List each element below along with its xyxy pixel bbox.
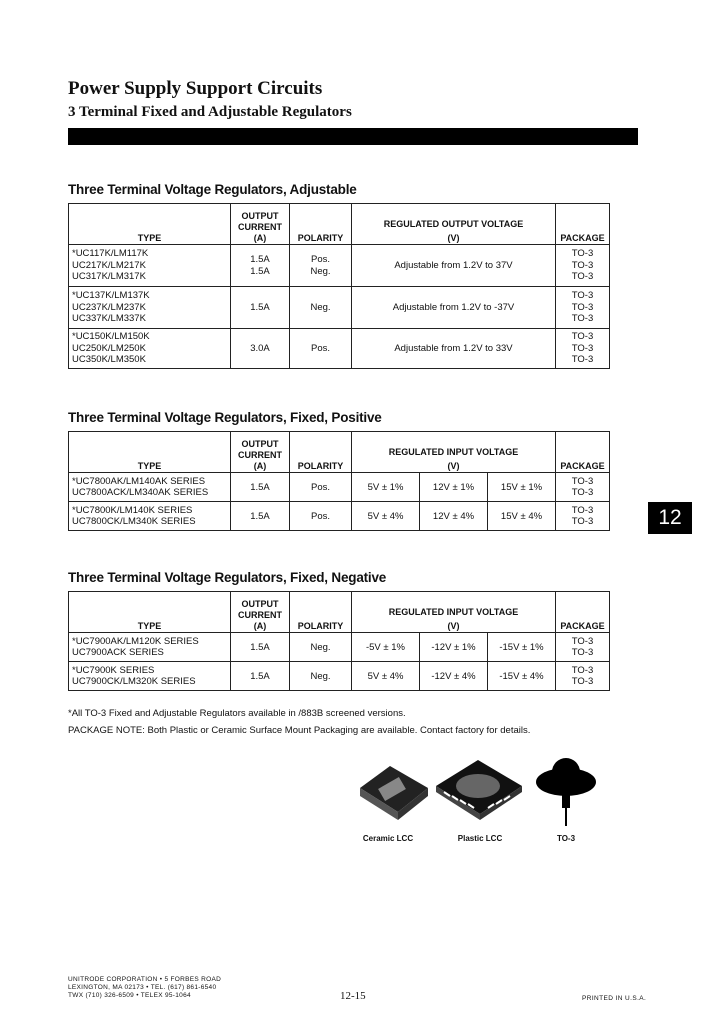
company-address: UNITRODE CORPORATION • 5 FORBES ROAD LEXINGTON, MA 02173 • TEL. (617) 861-6540 TWX (710) 326-6509 • TELEX 95-1064 xyxy=(68,976,222,999)
page-subtitle: 3 Terminal Fixed and Adjustable Regulators xyxy=(68,104,352,120)
adjustable-heading: Three Terminal Voltage Regulators, Adjustable xyxy=(68,182,357,197)
printed-in: PRINTED IN U.S.A. xyxy=(582,995,647,1002)
voltage-12v: -12V ± 4% xyxy=(420,662,488,691)
col-package: PACKAGE xyxy=(556,204,610,245)
voltage-value: Adjustable from 1.2V to 37V xyxy=(352,245,556,287)
col-polarity: POLARITY xyxy=(290,592,352,633)
positive-table xyxy=(68,431,610,531)
positive-heading: Three Terminal Voltage Regulators, Fixed, Positive xyxy=(68,410,382,425)
col-polarity: POLARITY xyxy=(290,432,352,473)
voltage-value: Adjustable from 1.2V to -37V xyxy=(352,287,556,329)
col-type: TYPE xyxy=(69,204,231,245)
voltage-15v: -15V ± 1% xyxy=(488,633,556,662)
package-list: TO-3 TO-3 TO-3 xyxy=(556,287,610,329)
package-list: TO-3 TO-3 xyxy=(556,502,610,531)
col-type: TYPE xyxy=(69,432,231,473)
col-package: PACKAGE xyxy=(556,432,610,473)
col-package: PACKAGE xyxy=(556,592,610,633)
voltage-12v: 12V ± 1% xyxy=(420,473,488,502)
page-title: Power Supply Support Circuits xyxy=(68,78,323,99)
voltage-value: Adjustable from 1.2V to 33V xyxy=(352,329,556,369)
to3-package-icon xyxy=(536,758,596,826)
current-value: 3.0A xyxy=(231,329,290,369)
negative-table xyxy=(68,591,610,691)
footnote: *All TO-3 Fixed and Adjustable Regulators available in /883B screened versions. xyxy=(68,708,406,719)
type-list: *UC137K/LM137K UC237K/LM237K UC337K/LM337K xyxy=(69,287,231,329)
type-list: *UC150K/LM150K UC250K/LM250K UC350K/LM350K xyxy=(69,329,231,369)
current-value: 1.5A xyxy=(231,502,290,531)
table-row xyxy=(69,502,610,531)
negative-heading: Three Terminal Voltage Regulators, Fixed, Negative xyxy=(68,570,387,585)
polarity-value: Neg. xyxy=(290,287,352,329)
current-value: 1.5A xyxy=(231,473,290,502)
plastic-lcc-caption: Plastic LCC xyxy=(457,834,503,843)
package-list: TO-3 TO-3 xyxy=(556,473,610,502)
current-value: 1.5A xyxy=(231,633,290,662)
page-number: 12-15 xyxy=(340,990,366,1002)
package-note: PACKAGE NOTE: Both Plastic or Ceramic Surface Mount Packaging are available. Contact factory for details. xyxy=(68,725,531,736)
col-voltage: REGULATED INPUT VOLTAGE (V) xyxy=(352,432,556,473)
col-current: OUTPUT CURRENT (A) xyxy=(231,432,290,473)
type-list: *UC7900K SERIES UC7900CK/LM320K SERIES xyxy=(69,662,231,691)
voltage-15v: 15V ± 1% xyxy=(488,473,556,502)
col-current: OUTPUT CURRENT (A) xyxy=(231,592,290,633)
to3-caption: TO-3 xyxy=(556,834,576,843)
voltage-12v: 12V ± 4% xyxy=(420,502,488,531)
table-row xyxy=(69,287,610,329)
col-voltage: REGULATED INPUT VOLTAGE (V) xyxy=(352,592,556,633)
package-list: TO-3 TO-3 xyxy=(556,662,610,691)
col-polarity: POLARITY xyxy=(290,204,352,245)
polarity-value: Pos. xyxy=(290,329,352,369)
header-rule xyxy=(68,128,638,145)
voltage-5v: 5V ± 1% xyxy=(352,473,420,502)
voltage-5v: -5V ± 1% xyxy=(352,633,420,662)
package-list: TO-3 TO-3 xyxy=(556,633,610,662)
plastic-lcc-icon xyxy=(436,760,522,820)
section-tab: 12 xyxy=(648,502,692,534)
polarity-value: Pos. xyxy=(290,473,352,502)
polarity-value: Neg. xyxy=(290,662,352,691)
current-value: 1.5A 1.5A xyxy=(231,245,290,287)
voltage-15v: 15V ± 4% xyxy=(488,502,556,531)
adjustable-table xyxy=(68,203,610,369)
voltage-15v: -15V ± 4% xyxy=(488,662,556,691)
current-value: 1.5A xyxy=(231,287,290,329)
ceramic-lcc-icon xyxy=(360,766,428,820)
voltage-12v: -12V ± 1% xyxy=(420,633,488,662)
col-type: TYPE xyxy=(69,592,231,633)
package-list: TO-3 TO-3 TO-3 xyxy=(556,329,610,369)
col-voltage: REGULATED OUTPUT VOLTAGE (V) xyxy=(352,204,556,245)
col-current: OUTPUT CURRENT (A) xyxy=(231,204,290,245)
table-row xyxy=(69,473,610,502)
polarity-value: Pos. Neg. xyxy=(290,245,352,287)
table-row xyxy=(69,245,610,287)
current-value: 1.5A xyxy=(231,662,290,691)
package-illustrations xyxy=(350,748,600,830)
table-row xyxy=(69,633,610,662)
table-row xyxy=(69,329,610,369)
table-row xyxy=(69,662,610,691)
type-list: *UC7800AK/LM140AK SERIES UC7800ACK/LM340AK SERIES xyxy=(69,473,231,502)
ceramic-lcc-caption: Ceramic LCC xyxy=(362,834,414,843)
type-list: *UC7900AK/LM120K SERIES UC7900ACK SERIES xyxy=(69,633,231,662)
polarity-value: Pos. xyxy=(290,502,352,531)
voltage-5v: 5V ± 4% xyxy=(352,502,420,531)
polarity-value: Neg. xyxy=(290,633,352,662)
package-list: TO-3 TO-3 TO-3 xyxy=(556,245,610,287)
type-list: *UC117K/LM117K UC217K/LM217K UC317K/LM317K xyxy=(69,245,231,287)
type-list: *UC7800K/LM140K SERIES UC7800CK/LM340K SERIES xyxy=(69,502,231,531)
voltage-5v: 5V ± 4% xyxy=(352,662,420,691)
